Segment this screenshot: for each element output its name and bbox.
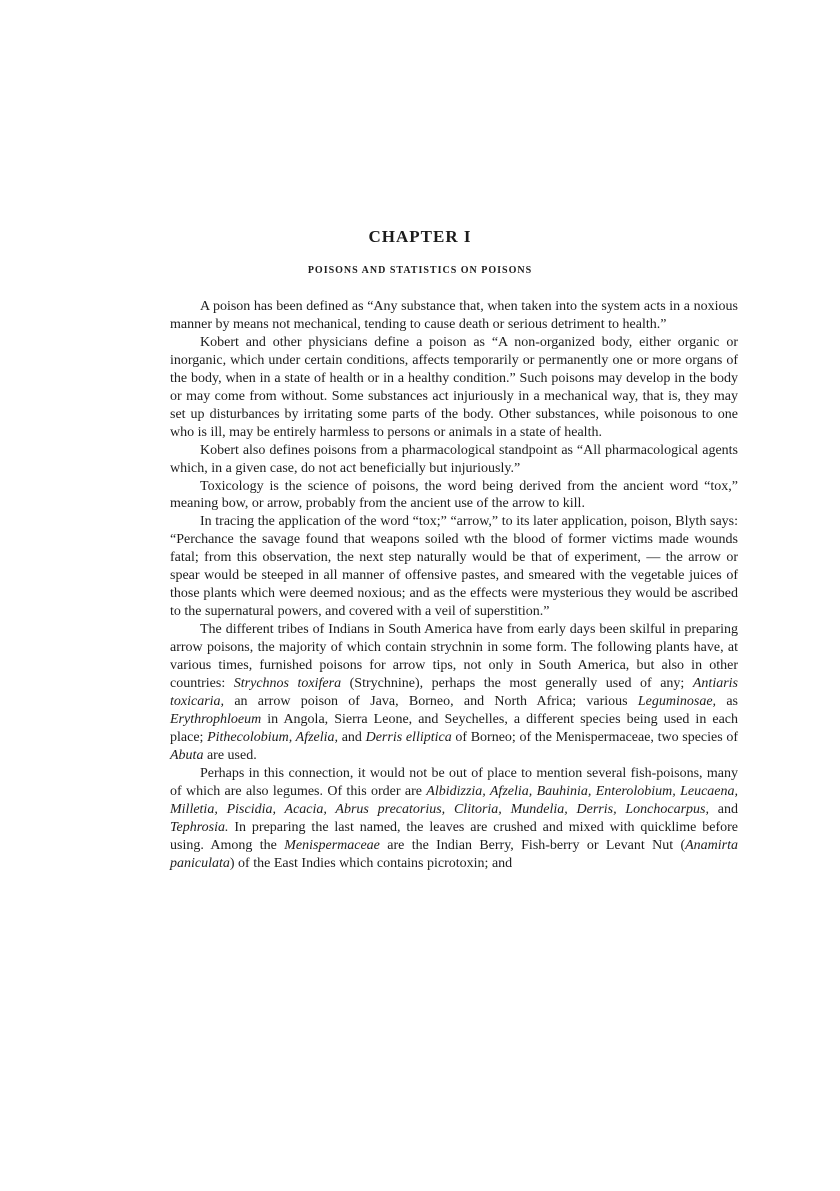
text-run: Kobert also defines poisons from a pharmacological standpoint as “All pharmacological agents which, in a given case, do not act beneficially but injuriously.” [170,442,738,476]
italic-term: Albidizzia, Afzelia, Bauhinia, Enterolobium, Leucaena, Milletia, Piscidia, Acacia, Abrus precatorius, Clitoria, Mundelia, Derris, Lonchocarpus, [170,783,738,817]
text-run: Toxicology is the science of poisons, the word being derived from the ancient word “tox,” meaning bow, or arrow, probably from the ancient use of the arrow to kill. [170,478,738,512]
text-run: A poison has been defined as “Any substance that, when taken into the system acts in a noxious manner by means not mechanical, tending to cause death or serious detriment to health.” [170,299,738,332]
italic-term: Leguminosae, [637,693,717,709]
italic-term: Derris elliptica [365,729,452,745]
italic-term: Menispermaceae [284,837,380,853]
body-text [170,298,738,873]
text-run: In tracing the application of the word “tox;” “arrow,” to its later application, poison, Blyth says: “Perchance the savage found that weapons soiled wth the blood of former victims made wounds fatal; from this observation, the next step naturally would be that of experiment, — the arrow or spear would be steeped in all manner of offensive pastes, and smeared with the vegetable juices of those plants which were deemed noxious; and as the effects were mysterious they would be ascribed to the supernatural powers, and covered with a veil of superstition.” [170,514,738,620]
italic-term: Strychnos toxifera [233,676,342,692]
text-run: of Borneo; of the Menispermaceae, two species of [451,729,739,745]
text-run: an arrow poison of Java, Borneo, and North Africa; various [224,693,638,709]
text-run: The different tribes of Indians in South America have from early days been skilful in preparing arrow poisons, the majority of which contain strychnin in some form. The following plants have, at various times, furnished poisons for arrow tips, not only in South America, but also in other countries: [170,622,738,692]
italic-term: Antiaris toxicaria, [170,676,738,709]
italic-term: Erythrophloeum [170,711,262,727]
text-run: and [338,729,366,745]
text-run: are used. [203,747,257,763]
text-run: ) of the East Indies which contains picrotoxin; and [229,855,513,871]
paragraph [170,621,738,765]
italic-term: Abuta [170,747,204,763]
text-run: (Strychnine), perhaps the most generally used of any; [341,676,693,692]
paragraph [170,442,738,478]
text-run: Perhaps in this connection, it would not be out of place to mention several fish-poisons, many of which are also legumes. Of this order are [170,765,738,799]
paragraph [170,513,738,621]
italic-term: Tephrosia. [170,819,229,835]
paragraph [170,478,738,514]
text-run: in Angola, Sierra Leone, and Seychelles, a different species being used in each place; [170,711,738,745]
italic-term: Pithecolobium, Afzelia, [207,729,339,745]
chapter-subtitle: POISONS AND STATISTICS ON POISONS [307,265,533,276]
chapter-title: CHAPTER I [368,227,472,246]
text-run: as [716,693,738,709]
paragraph [170,765,738,873]
italic-term: Anamirta paniculata [170,837,738,871]
text-run: In preparing the last named, the leaves are crushed and mixed with quicklime before using. Among the [170,819,738,853]
text-run: Kobert and other physicians define a poison as “A non-organized body, either organic or inorganic, which under certain conditions, affects temporarily or permanently one or more organs of the body, when in a state of health or in a healthy condition.” Such poisons may develop in the body or may come from without. Some substances act injuriously in a mechanical way, that is, they may set up disturbances by irritating some parts of the body. Other substances, while poisonous to one who is ill, may be entirely harmless to persons or animals in a state of health. [170,334,738,440]
paragraph [170,298,738,334]
text-run: and [708,801,738,817]
paragraph [170,334,738,442]
text-run: are the Indian Berry, Fish-berry or Levant Nut ( [379,837,686,853]
